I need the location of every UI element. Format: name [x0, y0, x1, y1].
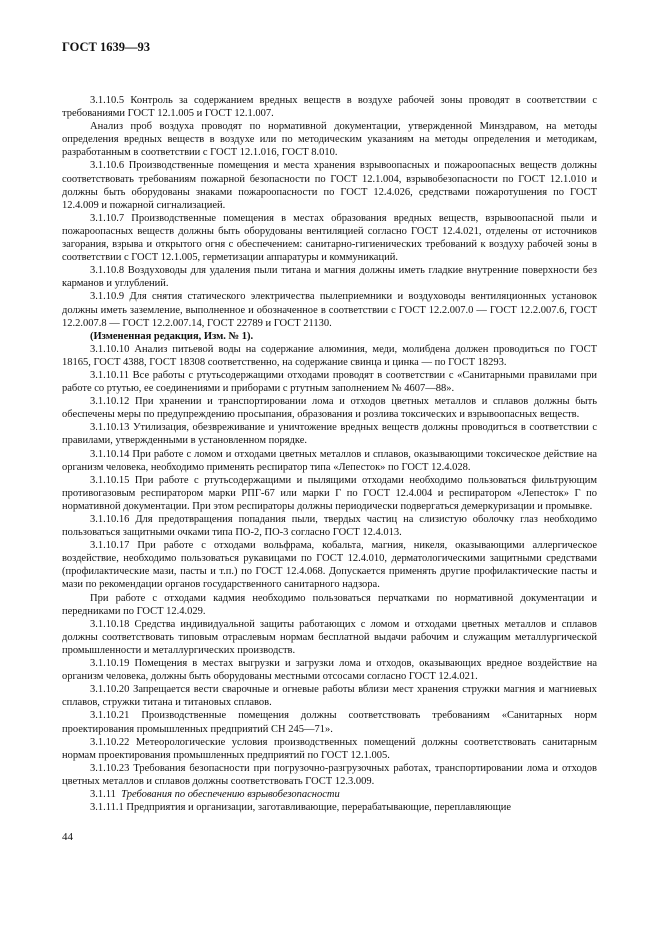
paragraph-3-1-10-5: 3.1.10.5 Контроль за содержанием вредных веществ в воздухе рабочей зоны проводят в соответствии с требованиями ГОСТ 12.1.005 и ГОСТ 12.1.007. — [62, 95, 597, 120]
section-heading — [62, 788, 597, 801]
document-header: ГОСТ 1639—93 — [62, 40, 151, 54]
paragraph-3-1-10-22: 3.1.10.22 Метеорологические условия производственных помещений должны соответствовать санитарным нормам проектирования промышленных предприятий по ГОСТ 12.1.005. — [62, 736, 597, 761]
paragraph-3-1-10-18: 3.1.10.18 Средства индивидуальной защиты работающих с ломом и отходами цветных металлов и сплавов должны соответствовать типовым отраслевым нормам бесплатной выдачи рабочим и служащим металлургической промышленности и металлургических производств. — [62, 618, 597, 656]
paragraph-3-1-10-11: 3.1.10.11 Все работы с ртутьсодержащими отходами проводят в соответствии с «Санитарными правилами при работе со ртутью, ее соединениями и приборами с ртутным заполнением № 4607—88». — [62, 369, 597, 395]
paragraph-3-1-10-12: 3.1.10.12 При хранении и транспортировании лома и отходов цветных металлов и сплавов должны быть обеспечены меры по предупреждению просыпания, образования и розлива токсических и взрывоопасных веществ. — [62, 396, 597, 421]
paragraph-air-analysis: Анализ проб воздуха проводят по нормативной документации, утвержденной Минздравом, на методы определения вредных веществ в воздухе или по методическим указаниям на методы определения и методикам, разработанным в соответствии с ГОСТ 12.1.016, ГОСТ 8.010. — [62, 121, 597, 159]
paragraph-3-1-10-20: 3.1.10.20 Запрещается вести сварочные и огневые работы вблизи мест хранения стружки магния и магниевых сплавов, стружки титана и титановых сплавов. — [62, 684, 597, 709]
paragraph-3-1-10-23: 3.1.10.23 Требования безопасности при погрузочно-разгрузочных работах, транспортировании лома и отходов цветных металлов и сплавов должны соответствовать ГОСТ 12.3.009. — [62, 762, 597, 787]
section-title: Требования по обеспечению взрывобезопасности — [121, 788, 340, 800]
paragraph-3-1-10-19: 3.1.10.19 Помещения в местах выгрузки и загрузки лома и отходов, оказывающих вредное воздействие на организм человека, должны быть оборудованы местными отсосами согласно ГОСТ 12.4.021. — [62, 658, 597, 683]
paragraph-3-1-10-13: 3.1.10.13 Утилизация, обезвреживание и уничтожение вредных веществ должны проводиться в соответствии с правилами, утвержденными в установленном порядке. — [62, 422, 597, 447]
paragraph-3-1-10-6: 3.1.10.6 Производственные помещения и места хранения взрывоопасных и пожароопасных веществ должны соответствовать требованиям пожарной безопасности по ГОСТ 12.1.004, взрывобезопасности по ГОСТ 12.1.010 и должны быть оборудованы знаками пожароопасности по ГОСТ 12.4.026, средствами пожаротушения по ГОСТ 12.4.009 и пожарной сигнализацией. — [62, 160, 597, 211]
section-number: 3.1.11 — [90, 788, 116, 800]
paragraph-3-1-10-14: 3.1.10.14 При работе с ломом и отходами цветных металлов и сплавов, оказывающими токсическое действие на организм человека, необходимо применять респиратор типа «Лепесток» по ГОСТ 12.4.028. — [62, 448, 597, 473]
paragraph-3-1-10-17: 3.1.10.17 При работе с отходами вольфрама, кобальта, магния, никеля, оказывающими аллергическое воздействие, необходимо пользоваться рукавицами по ГОСТ 12.4.010, дерматологическими защитными средствами (профилактические мази, пасты и т.п.) по ГОСТ 12.4.068. Допускается применять другие профилактические пасты и мази по рекомендации органов государственного санитарного надзора. — [62, 540, 597, 591]
paragraph-3-1-10-16: 3.1.10.16 Для предотвращения попадания пыли, твердых частиц на слизистую оболочку глаз необходимо пользоваться защитными очками типа ПО-2, ПО-3 согласно ГОСТ 12.4.013. — [62, 514, 597, 539]
paragraph-3-1-11-1: 3.1.11.1 Предприятия и организации, заготавливающие, перерабатывающие, переплавляющие — [90, 802, 512, 814]
paragraph-3-1-10-21: 3.1.10.21 Производственные помещения должны соответствовать требованиям «Санитарных норм проектирования промышленных предприятий СН 245—71». — [62, 710, 597, 735]
paragraph-cadmium: При работе с отходами кадмия необходимо пользоваться перчатками по нормативной документации и передниками по ГОСТ 12.4.029. — [62, 592, 597, 617]
paragraph-3-1-10-7: 3.1.10.7 Производственные помещения в местах образования вредных веществ, взрывоопасной пыли и пожароопасных веществ должны быть оборудованы вентиляцией согласно ГОСТ 12.4.021, отделены от источников загорания, взрыва и открытого огня с обеспечением: санитарно-гигиенических требований к воздуху рабочей зоны в соответствии с ГОСТ 12.1.005, герметизации аппаратуры и коммуникаций. — [62, 212, 597, 264]
paragraph-3-1-10-15: 3.1.10.15 При работе с ртутьсодержащими и пылящими отходами необходимо пользоваться фильтрующим противогазовым респиратором марки РПГ-67 или марки Г по ГОСТ 12.4.004 и респиратором «Лепесток» Г по нормативной документации. При этом респираторы должны периодически подвергаться демеркуризации и промывке. — [62, 474, 597, 512]
paragraph-3-1-10-8: 3.1.10.8 Воздуховоды для удаления пыли титана и магния должны иметь гладкие внутренние поверхности без карманов и углублений. — [62, 265, 597, 290]
page-number: 44 — [62, 831, 73, 843]
document-body — [62, 94, 597, 814]
amendment-note: (Измененная редакция, Изм. № 1). — [90, 330, 254, 342]
paragraph-3-1-10-10: 3.1.10.10 Анализ питьевой воды на содержание алюминия, меди, молибдена должен проводиться по ГОСТ 18165, ГОСТ 4388, ГОСТ 18308 соответственно, на содержание свинца и цинка — по ГОСТ 18293. — [62, 343, 597, 368]
paragraph-3-1-10-9: 3.1.10.9 Для снятия статического электричества пылеприемники и воздуховоды вентиляционных установок должны иметь заземление, выполненное и обозначенное в соответствии с ГОСТ 12.2.007.0 — ГОСТ 12.2.007.6, ГОСТ 12.2.007.8 — ГОСТ 12.2.007.14, ГОСТ 22789 и ГОСТ 21130. — [62, 291, 597, 329]
